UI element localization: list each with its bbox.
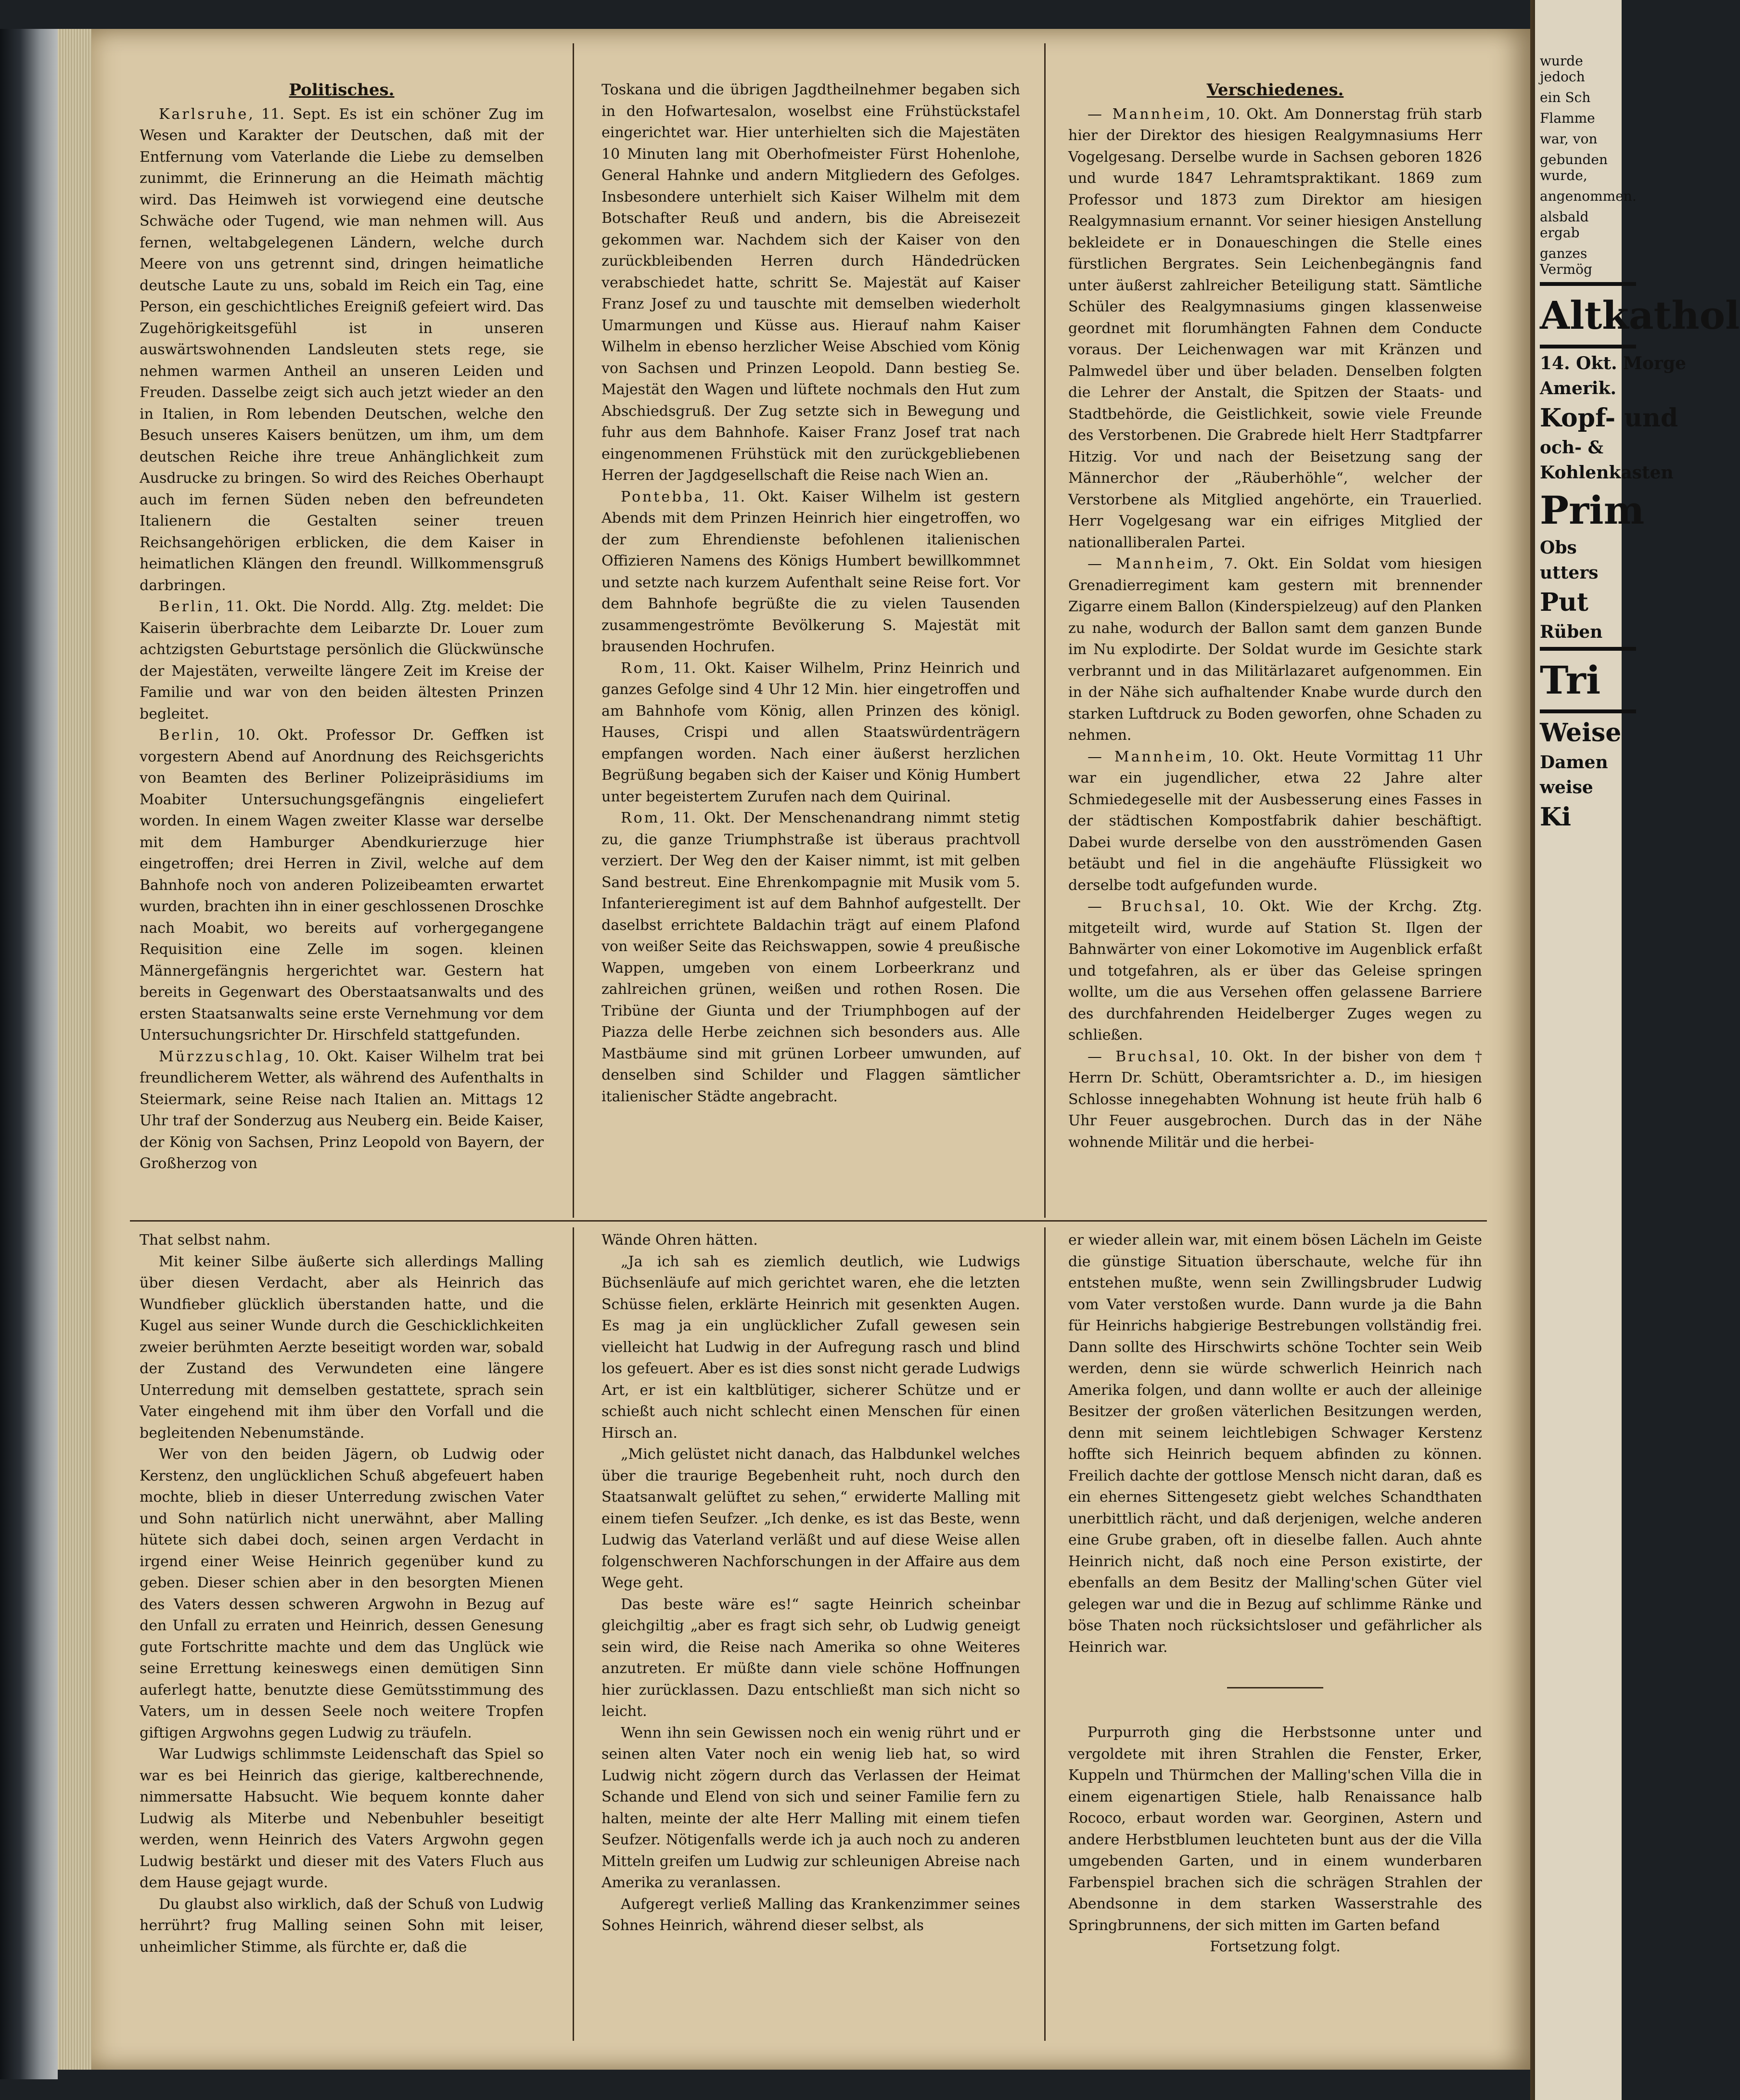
advertisement-fragment: Rüben — [1540, 622, 1603, 642]
news-text: , 11. Okt. Die Nordd. Allg. Ztg. meldet: Die Kaiserin überbrachte dem Leibarzte Dr. Louer zum achtzigsten Geburtstage persönlich die Glückwünsche der Majestäten, verweilte längere Zeit im Kreise der Familie und war von den beiden ältesten Prinzen begleitet. — [140, 598, 544, 722]
advertisement-fragment: 14. Okt. Morge — [1540, 353, 1687, 374]
story-paragraph: Wer von den beiden Jägern, ob Ludwig oder Kerstenz, den unglücklichen Schuß abgefeuert haben mochte, blieb in dieser Unterredung zwischen Vater und Sohn natürlich nicht unerwähnt, aber Malling hütete sich dabei doch, seinen argen Verdacht in irgend einer Weise Heinrich gegenüber kund zu geben. Dieser schien aber in den besorgten Mienen des Vaters dessen schweren Argwohn in Bezug auf den Unfall zu erraten und Heinrich, dessen Genesung gute Fortschritte machte und dem das Unglück wie seine Errettung keineswegs einen demütigen Sinn auferlegt hatte, benutzte diese Gemütsstimmung des Vaters, um in dessen Seele noch weitere Tropfen giftigen Argwohns gegen Ludwig zu träufeln. — [140, 1446, 544, 1741]
continued-notice: Fortsetzung folgt. — [1210, 1938, 1341, 1955]
dateline-place: — Mannheim — [1088, 555, 1210, 572]
column-rule — [573, 43, 574, 1218]
dateline-place: Pontebba — [621, 488, 705, 505]
adjacent-text-fragment: gebunden wurde, — [1540, 152, 1608, 183]
adjacent-text-fragment: alsbald ergab — [1540, 209, 1589, 241]
column-rule — [1044, 43, 1046, 1218]
story-paragraph: Wenn ihn sein Gewissen noch ein wenig rührt und er seinen alten Vater noch ein wenig lieb hat, so wird Ludwig nicht zögern durch das Verlassen der Heimat Schande und Elend von sich und seiner Familie fern zu halten, meinte der alte Herr Malling mit einem tiefen Seufzer. Nötigenfalls werde ich ja auch noch zu anderen Mitteln greifen um Ludwig zur schleunigen Abreise nach Amerika zu veranlassen. — [601, 1724, 1020, 1891]
news-item — [1068, 104, 1482, 554]
story-paragraph: Mit keiner Silbe äußerte sich allerdings Malling über diesen Verdacht, aber als Heinrich das Wundfieber glücklich überstanden hatte, und die Kugel aus seiner Wunde durch die Geschicklichkeiten zweier berühmten Aerzte beseitigt worden war, sobald der Zustand des Verwundeten eine längere Unterredung mit demselben gestattete, sprach sein Vater eingehend mit ihm über den Vorfall und die begleitenden Nebenumstände. — [140, 1253, 544, 1442]
news-item — [601, 487, 1020, 658]
page-stack-edge — [58, 29, 91, 2070]
news-text: , 10. Okt. Am Donnerstag früh starb hier der Direktor des hiesigen Realgymnasiums Herr Vogelgesang. Derselbe wurde in Sachsen geboren 1826 und wurde 1847 Lehramtspraktikant. 1869 zum Professor und 1873 zum Direktor am hiesigen Realgymnasium ernannt. Vor seiner hiesigen Anstellung bekleidete er in Donaueschingen die Stelle eines fürstlichen Bergrates. Sein Leichenbegängnis fand unter äußerst zahlreicher Beteiligung statt. Sämtliche Schüler des Realgymnasiums gingen klassenweise geordnet mit florumhängten Fahnen dem Conducte voraus. Der Leichenwagen war mit Kränzen und Palmwedel über und über beladen. Denselben folgten die Lehrer der Anstalt, die Spitzen der Staats- und Stadtbehörde, die Geistlichkeit, sowie viele Freunde des Verstorbenen. Die Grabrede hielt Herr Stadtpfarrer Hitzig. Vor und nach der Beisetzung sang der Männerchor der „Räuberhöhle“, welcher der Verstorbene als Mitglied angehörte, ein Trauerlied. Herr Vogelgesang war ein eifriges Mitglied der nationalliberalen Partei. — [1068, 105, 1482, 551]
news-text: , 11. Okt. Kaiser Wilhelm ist gestern Abends mit dem Prinzen Heinrich hier eingetroffen, wo der zum Ehrendienste befohlenen italienischen Offizieren Namens des Königs Humbert bewillkommnet und setzte nach kurzem Aufenthalt seine Reise fort. Vor dem Bahnhofe begrüßte die zu vielen Tausenden zusammengeströmte Bevölkerung S. Majestät mit brausenden Hochrufen. — [601, 488, 1020, 655]
news-item — [140, 725, 544, 1046]
story-paragraph: „Mich gelüstet nicht danach, das Halbdunkel welches über die traurige Begebenheit ruht, noch durch den Staatsanwalt gelüftet zu sehen,“ erwiderte Malling mit einem tiefen Seufzer. „Ich denke, es ist das Beste, wenn Ludwig das Vaterland verläßt und auf diese Weise allen folgenschweren Nachforschungen in der Affaire aus dem Wege geht. — [601, 1446, 1020, 1591]
story-paragraph: „Ja ich sah es ziemlich deutlich, wie Ludwigs Büchsenläufe auf mich gerichtet waren, ehe die letzten Schüsse fielen, erklärte Heinrich mit gesenkten Augen. Es mag ja ein unglücklicher Zufall gewesen sein vielleicht hat Ludwig in der Aufregung rasch und blind los gefeuert. Aber es ist dies sonst nicht gerade Ludwigs Art, er ist ein kaltblütiger, sicherer Schütze und er schießt auch nicht schlecht einen Menschen für einen Hirsch an. — [601, 1253, 1020, 1442]
heading-miscellaneous: Verschiedenes. — [1206, 80, 1344, 100]
scene-separator — [1227, 1687, 1323, 1688]
dateline-place: Karlsruhe — [159, 105, 249, 123]
dateline-place: Rom — [621, 659, 660, 677]
advertisement-fragment: och- & — [1540, 438, 1604, 458]
news-text: , 10. Okt. Wie der Krchg. Ztg. mitgeteilt wird, wurde auf Station St. Ilgen der Bahnwärter von einer Lokomotive im Augenblick erfaßt und totgefahren, als er über das Geleise springen wollte, um die aus Versehen offen gelassene Barriere des durchfahrenden Heidelberger Zuges wegen zu schließen. — [1068, 898, 1482, 1044]
news-item — [601, 79, 1020, 487]
book-binding — [0, 29, 58, 2079]
news-text: , 10. Okt. Professor Dr. Geffken ist vorgestern Abend auf Anordnung des Reichsgerichts von Beamten des Berliner Polizeipräsidiums im Moabiter Untersuchungsgefängnis eingeliefert worden. In einem Wagen zweiter Klasse war derselbe mit dem Hamburger Abendkurierzuge hier eingetroffen; drei Herren in Zivil, welche auf dem Bahnhofe noch von anderen Polizeibeamten erwartet wurden, brachten ihn in einer geschlossenen Droschke nach Moabit, wo bereits auf vorhergegangene Requisition eine Zelle im sogen. kleinen Männergefängnis hergerichtet war. Gestern hat bereits in Gegenwart des Oberstaatsanwalts und des ersten Staatsanwalts seine erste Vernehmung vor dem Untersuchungsrichter Dr. Hirschfeld stattgefunden. — [140, 727, 544, 1044]
story-paragraph: Purpurroth ging die Herbstsonne unter und vergoldete mit ihren Strahlen die Fenster, Erker, Kuppeln und Thürmchen der Malling'schen Villa die in einem eigenartigen Stiele, halb Renaissance halb Rococo, erbaut worden war. Georginen, Astern und andere Herbstblumen leuchteten bunt aus der die Villa umgebenden Garten, und in einem wunderbaren Farbenspiel brachen sich die schrägen Strahlen der Abendsonne in dem starken Wasserstrahle des Springbrunnens, der sich mitten im Garten befand — [1068, 1724, 1482, 1934]
story-paragraph: Das beste wäre es!“ sagte Heinrich scheinbar gleichgiltig „aber es fragt sich sehr, ob Ludwig geneigt sein wird, die Reise nach Amerika so ohne Weiteres anzutreten. Er müßte dann viele schöne Hoffnungen hier zurücklassen. Dazu entschließt man sich nicht so leicht. — [601, 1596, 1020, 1720]
adjacent-text-fragment: angenommen. — [1540, 188, 1637, 204]
adjacent-page-edge — [1535, 0, 1740, 2100]
news-text: , 7. Okt. Ein Soldat vom hiesigen Grenadierregiment kam gestern mit brennender Zigarre einem Ballon (Kinderspielzeug) auf den Planken zu nahe, wodurch der Ballon samt dem ganzen Bunde im Nu explodirte. Der Soldat wurde im Gesichte stark verbrannt und in das Militärlazaret aufgenommen. Ein in der Nähe sich aufhaltender Knabe wurde durch den starken Luftdruck zu Boden geworfen, ohne Schaden zu nehmen. — [1068, 555, 1482, 744]
news-item — [1068, 554, 1482, 747]
newspaper-page — [91, 29, 1530, 2070]
news-item — [1068, 1046, 1482, 1154]
feuilleton-column-2 — [601, 1230, 1020, 1937]
advertisement-fragment: Altkathol — [1540, 282, 1636, 348]
feuilleton-column-3 — [1068, 1230, 1482, 1958]
column-miscellaneous — [1068, 79, 1482, 1153]
story-paragraph: Wände Ohren hätten. — [601, 1232, 758, 1249]
news-item — [601, 808, 1020, 1108]
heading-politics: Politisches. — [289, 80, 395, 100]
advertisement-fragment: Weise — [1540, 718, 1622, 747]
advertisement-fragment: Kopf- und — [1540, 403, 1678, 433]
news-item — [1068, 896, 1482, 1046]
column-politics — [140, 79, 544, 1175]
news-text: , 11. Sept. Es ist ein schöner Zug im Wesen und Karakter der Deutschen, daß mit der Entfernung vom Vaterlande die Liebe zu demselben zunimmt, die Erinnerung an die Heimath mächtig wird. Das Heimweh ist vorwiegend eine deutsche Schwäche oder Tugend, wie man nehmen will. Aus fernen, weltabgelegenen Ländern, welche durch Meere von uns getrennt sind, dringen heimatliche deutsche Laute zu uns, sobald im Reich ein Tag, eine Person, ein geschichtliches Ereigniß gefeiert wird. Das Zugehörigkeitsgefühl ist in unseren auswärtswohnenden Landsleuten stets rege, sie nehmen warmen Antheil an unseren Leiden und Freuden. Dasselbe zeigt sich auch jetzt wieder an den in Italien, in Rom lebenden Deutschen, welche den Besuch unseres Kaisers benützen, um ihm, um dem deutschen Reiche ihre treue Anhänglichkeit zum Ausdrucke zu bringen. So wird des Reiches Oberhaupt auch im fernen Süden neben den befreundeten Italienern die Gestalten seiner treuen Reichsangehörigen erblicken, die dem Kaiser in heimatlichen Klängen den freundl. Willkommensgruß darbringen. — [140, 105, 544, 594]
news-text: , 10. Okt. Kaiser Wilhelm trat bei freundlicherem Wetter, als während des Aufenthalts in Steiermark, seine Reise nach Italien an. Mittags 12 Uhr traf der Sonderzug aus Neuberg ein. Beide Kaiser, der König von Sachsen, Prinz Leopold von Bayern, der Großherzog von — [140, 1048, 544, 1172]
news-item — [140, 596, 544, 725]
column-rule — [573, 1227, 574, 2041]
news-item — [140, 1046, 544, 1175]
dateline-place: Berlin — [159, 598, 215, 615]
section-divider — [130, 1220, 1487, 1222]
adjacent-text-fragment: wurde jedoch — [1540, 53, 1585, 85]
adjacent-text-fragment: ein Sch — [1540, 90, 1591, 105]
advertisement-fragment: Tri — [1540, 647, 1636, 713]
adjacent-text-fragment: Flamme — [1540, 110, 1595, 126]
story-paragraph: Du glaubst also wirklich, daß der Schuß von Ludwig herrührt? frug Malling seinen Sohn mit leiser, unheimlicher Stimme, als fürchte er, daß die — [140, 1895, 544, 1956]
news-item — [140, 104, 544, 597]
news-text: , 11. Okt. Kaiser Wilhelm, Prinz Heinrich und ganzes Gefolge sind 4 Uhr 12 Min. hier eingetroffen und am Bahnhofe vom König, allen Prinzen des königl. Hauses, Crispi und allen Staatswürdenträgern empfangen worden. Nach einer äußerst herzlichen Begrüßung begaben sich der Kaiser und König Humbert unter begeistertem Zurufen nach dem Quirinal. — [601, 659, 1020, 805]
dateline-place: Rom — [621, 810, 660, 826]
story-paragraph: er wieder allein war, mit einem bösen Lächeln im Geiste die günstige Situation überschaute, welche für ihn entstehen mußte, wenn sein Zwillingsbruder Ludwig vom Vater verstoßen wurde. Dann wurde ja die Bahn für Heinrichs habgierige Bestrebungen vollständig frei. Dann sollte des Hirschwirts schöne Tochter sein Weib werden, denn sie würde schwerlich Heinrich nach Amerika folgen, und dann wollte er auch der alleinige Besitzer der großen väterlichen Besitzungen werden, denn mit seinem leichtlebigen Schwager Kerstenz hoffte sich Heinrich bequem abfinden zu können. Freilich dachte der gottlose Mensch nicht daran, daß es ein ehernes Sittengesetz giebt welches Schandthaten unerbittlich rächt, und daß derjenigen, welche anderen eine Grube graben, oft in dieselbe fallen. Auch ahnte Heinrich nicht, daß noch eine Person existirte, der ebenfalls an dem Besitz der Malling'schen Güter viel gelegen war und die in Bezug auf schlimme Ränke und böse Thaten noch rücksichtsloser und gefährlicher als Heinrich war. — [1068, 1232, 1482, 1656]
advertisement-fragment: Prim — [1540, 488, 1645, 533]
news-item — [601, 658, 1020, 808]
story-paragraph: War Ludwigs schlimmste Leidenschaft das Spiel so war es bei Heinrich das gierige, kaltberechnende, nimmersatte Habsucht. Wie bequem konnte daher Ludwig als Miterbe und Nebenbuhler beseitigt werden, wenn Heinrich des Vaters Argwohn gegen Ludwig bestärkt und dieser mit des Vaters Fluch aus dem Hause gejagt wurde. — [140, 1746, 544, 1891]
advertisement-fragment: utters — [1540, 563, 1599, 583]
advertisement-fragment: Ki — [1540, 802, 1571, 832]
news-text: , 10. Okt. In der bisher von dem † Herrn Dr. Schütt, Oberamtsrichter a. D., im hiesigen Schlosse innegehabten Wohnung ist heute früh halb 6 Uhr Feuer ausgebrochen. Durch das in der Nähe wohnende Militär und die herbei- — [1068, 1048, 1483, 1151]
dateline-place: — Mannheim — [1088, 748, 1208, 765]
advertisement-fragment: Kohlenkasten — [1540, 463, 1674, 483]
advertisement-fragment: Obs — [1540, 538, 1577, 558]
dateline-place: — Mannheim — [1088, 105, 1206, 123]
advertisement-fragment: Amerik. — [1540, 378, 1617, 399]
advertisement-fragment: weise — [1540, 777, 1593, 798]
feuilleton-column-1 — [140, 1230, 544, 1958]
news-text: , 11. Okt. Der Menschenandrang nimmt stetig zu, die ganze Triumphstraße ist überaus prachtvoll verziert. Der Weg den der Kaiser nimmt, ist mit gelben Sand bestreut. Eine Ehrenkompagnie mit Musik vom 5. Infanterieregiment ist auf dem Bahnhof aufgestellt. Der daselbst errichtete Baldachin trägt auf einem Plafond von weißer Seite das Reichswappen, sowie 4 preußische Wappen, umgeben von einem Lorbeerkranz und zahlreichen grünen, weißen und rothen Rosen. Die Tribüne der Giunta und der Triumphbogen auf der Piazza delle Herbe zeichnen sich besonders aus. Alle Mastbäume sind mit grünen Lorbeer umwunden, auf denselben sind Schilder und Flaggen sämtlicher italienischer Städte angebracht. — [601, 810, 1020, 1105]
dateline-place: Berlin — [159, 727, 215, 744]
column-rule — [1044, 1227, 1046, 2041]
dateline-place: — Bruchsal — [1088, 898, 1202, 915]
news-text: , 10. Okt. Heute Vormittag 11 Uhr war ein jugendlicher, etwa 22 Jahre alter Schmiedegeselle mit der Ausbesserung eines Fasses in der städtischen Kompostfabrik dahier beschäftigt. Dabei wurde derselbe von den ausströmenden Gasen betäubt und fiel in die angehäufte Flüssigkeit wo derselbe todt aufgefunden wurde. — [1068, 748, 1482, 894]
dateline-place: Mürzzuschlag — [159, 1048, 285, 1065]
news-text: Toskana und die übrigen Jagdtheilnehmer begaben sich in den Hofwartesalon, woselbst eine Frühstückstafel eingerichtet war. Hier unterhielten sich die Majestäten 10 Minuten lang mit Oberhofmeister Fürst Hohenlohe, General Hahnke und andern Mitgliedern des Gefolges. Insbesondere unterhielt sich Kaiser Wilhelm mit dem Botschafter Reuß und andern, bis die Abreisezeit gekommen war. Nachdem sich der Kaiser von den zurückbleibenden Herren durch Händedrücken verabschiedet hatte, schritt Se. Majestät auf Kaiser Franz Josef zu und tauschte mit demselben wiederholt Umarmungen und Küsse aus. Hierauf nahm Kaiser Wilhelm in ebenso herzlicher Weise Abschied vom König von Sachsen und Prinzen Leopold. Dann bestieg Se. Majestät den Wagen und lüftete nochmals den Hut zum Abschiedsgruß. Der Zug setzte sich in Bewegung und fuhr aus dem Bahnhofe. Kaiser Franz Josef trat nach eingenommenen Frühstück mit den zurückgebliebenen Herren der Jagdgesellschaft die Reise nach Wien an. — [601, 81, 1020, 484]
adjacent-text-fragment: war, von — [1540, 131, 1598, 147]
column-news-continued — [601, 79, 1020, 1108]
advertisement-fragment: Damen — [1540, 752, 1608, 773]
story-paragraph: That selbst nahm. — [140, 1232, 271, 1249]
story-paragraph: Aufgeregt verließ Malling das Krankenzimmer seines Sohnes Heinrich, während dieser selbst, als — [601, 1895, 1020, 1934]
adjacent-text-fragment: ganzes Vermög — [1540, 245, 1592, 277]
dateline-place: — Bruchsal — [1088, 1048, 1196, 1065]
news-item — [1068, 747, 1482, 897]
advertisement-fragment: Put — [1540, 588, 1588, 617]
